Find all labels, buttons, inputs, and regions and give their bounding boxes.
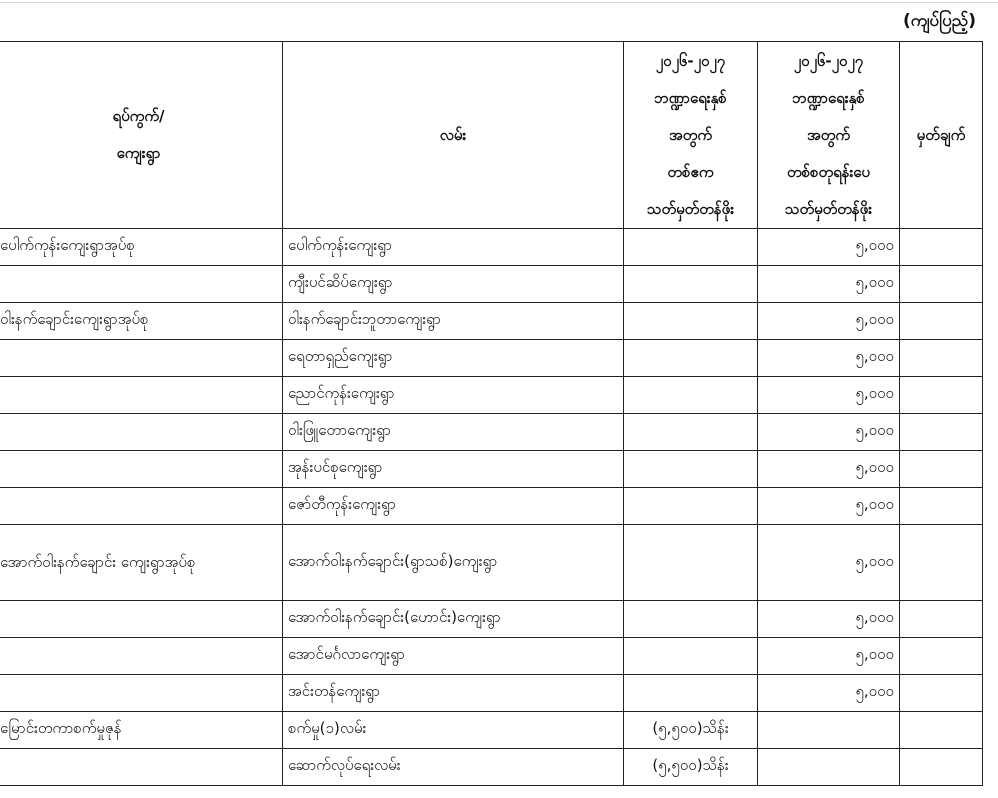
header-acre-value [624,42,758,229]
header-sqft-line3: အတွက် [806,125,851,144]
ward-cell [0,675,283,712]
remarks-cell [900,638,983,675]
table-row [0,749,983,786]
sqft-value-cell: ၅,၀၀၀ [758,675,900,712]
table-row [0,340,983,377]
street-cell: အောက်ဝါးနက်ချောင်း(ဟောင်း)ကျေးရွာ [283,601,624,638]
ward-cell: အောက်ဝါးနက်ချောင်း ကျေးရွာအုပ်စု [0,525,283,601]
table-row [0,601,983,638]
header-sqft-line4: တစ်စတုရန်းပေ [787,162,870,181]
sqft-value-cell: ၅,၀၀၀ [758,266,900,303]
header-ward-line1: ရပ်ကွက်/ [112,107,165,125]
acre-value-cell [624,414,758,451]
street-cell: စက်မှု(၁)လမ်း [283,712,624,749]
remarks-cell [900,601,983,638]
header-ward-line2: ကျေးရွာ [116,144,161,162]
acre-value-cell [624,229,758,266]
street-cell: အုန်းပင်စုကျေးရွာ [283,451,624,488]
table-row [0,525,983,601]
street-cell: ရေတာရှည်ကျေးရွာ [283,340,624,377]
sqft-value-cell: ၅,၀၀၀ [758,488,900,525]
table-row [0,303,983,340]
acre-value-cell [624,303,758,340]
table-row [0,266,983,303]
street-cell: ဝါးဖြူတောကျေးရွာ [283,414,624,451]
ward-cell: မြောင်းတကာစက်မှုဇုန် [0,712,283,749]
acre-value-cell [624,377,758,414]
header-sqft-line5: သတ်မှတ်တန်ဖိုး [784,199,873,218]
sqft-value-cell: ၅,၀၀၀ [758,303,900,340]
table-row [0,414,983,451]
table-row [0,229,983,266]
acre-value-cell [624,266,758,303]
ward-cell [0,377,283,414]
remarks-cell [900,451,983,488]
header-sqft-line2: ဘဏ္ဍာရေးနှစ် [792,88,865,107]
sqft-value-cell: ၅,၀၀၀ [758,377,900,414]
sqft-value-cell: ၅,၀၀၀ [758,229,900,266]
remarks-cell [900,712,983,749]
acre-value-cell [624,525,758,601]
remarks-cell [900,377,983,414]
header-ward [0,42,283,229]
sqft-value-cell [758,749,900,786]
ward-cell [0,488,283,525]
header-remarks: မှတ်ချက် [900,42,983,229]
remarks-cell [900,340,983,377]
table-row [0,451,983,488]
table-row [0,488,983,525]
street-cell: ညောင်ကုန်းကျေးရွာ [283,377,624,414]
acre-value-cell [624,451,758,488]
acre-value-cell [624,638,758,675]
remarks-cell [900,229,983,266]
sqft-value-cell: ၅,၀၀၀ [758,414,900,451]
street-cell: ဇော်တီကုန်းကျေးရွာ [283,488,624,525]
ward-cell: ဝါးနက်ချောင်းကျေးရွာအုပ်စု [0,303,283,340]
ward-cell [0,414,283,451]
street-cell: ဆောက်လုပ်ရေးလမ်း [283,749,624,786]
valuation-table [0,41,983,786]
sqft-value-cell: ၅,၀၀၀ [758,525,900,601]
sqft-value-cell [758,712,900,749]
street-cell: အောင်မင်္ဂလာကျေးရွာ [283,638,624,675]
header-row [0,42,983,229]
header-sqft-value [758,42,900,229]
ward-cell [0,749,283,786]
header-acre-line2: ဘဏ္ဍာရေးနှစ် [654,88,727,107]
sqft-value-cell: ၅,၀၀၀ [758,601,900,638]
remarks-cell [900,749,983,786]
remarks-cell [900,675,983,712]
header-street: လမ်း [283,42,624,229]
remarks-cell [900,525,983,601]
table-row [0,638,983,675]
header-sqft-line1: ၂၀၂၆-၂၀၂၇ [793,51,864,70]
top-rule [0,2,998,3]
street-cell: အောက်ဝါးနက်ချောင်း(ရွာသစ်)ကျေးရွာ [283,525,624,601]
ward-cell [0,266,283,303]
header-acre-line3: အတွက် [668,125,713,144]
acre-value-cell [624,340,758,377]
street-cell: ဝါးနက်ချောင်းဘူတာကျေးရွာ [283,303,624,340]
street-cell: ပေါက်ကုန်းကျေးရွာ [283,229,624,266]
remarks-cell [900,303,983,340]
header-acre-line4: တစ်ဧက [667,162,714,181]
remarks-cell [900,266,983,303]
table-row [0,712,983,749]
ward-cell [0,638,283,675]
remarks-cell [900,488,983,525]
sqft-value-cell: ၅,၀၀၀ [758,638,900,675]
sqft-value-cell: ၅,၀၀၀ [758,340,900,377]
table-row [0,377,983,414]
header-acre-line1: ၂၀၂၆-၂၀၂၇ [655,51,726,70]
ward-cell: ပေါက်ကုန်းကျေးရွာအုပ်စု [0,229,283,266]
table-row [0,675,983,712]
unit-label: (ကျပ်ပြည့်) [902,11,976,31]
acre-value-cell [624,488,758,525]
ward-cell [0,451,283,488]
acre-value-cell: (၅,၅၀၀)သိန်း [624,712,758,749]
sqft-value-cell: ၅,၀၀၀ [758,451,900,488]
acre-value-cell [624,675,758,712]
ward-cell [0,601,283,638]
acre-value-cell [624,601,758,638]
ward-cell [0,340,283,377]
acre-value-cell: (၅,၅၀၀)သိန်း [624,749,758,786]
remarks-cell [900,414,983,451]
header-acre-line5: သတ်မှတ်တန်ဖိုး [646,199,735,218]
street-cell: ကျီးပင်ဆိပ်ကျေးရွာ [283,266,624,303]
street-cell: အင်းတန်ကျေးရွာ [283,675,624,712]
